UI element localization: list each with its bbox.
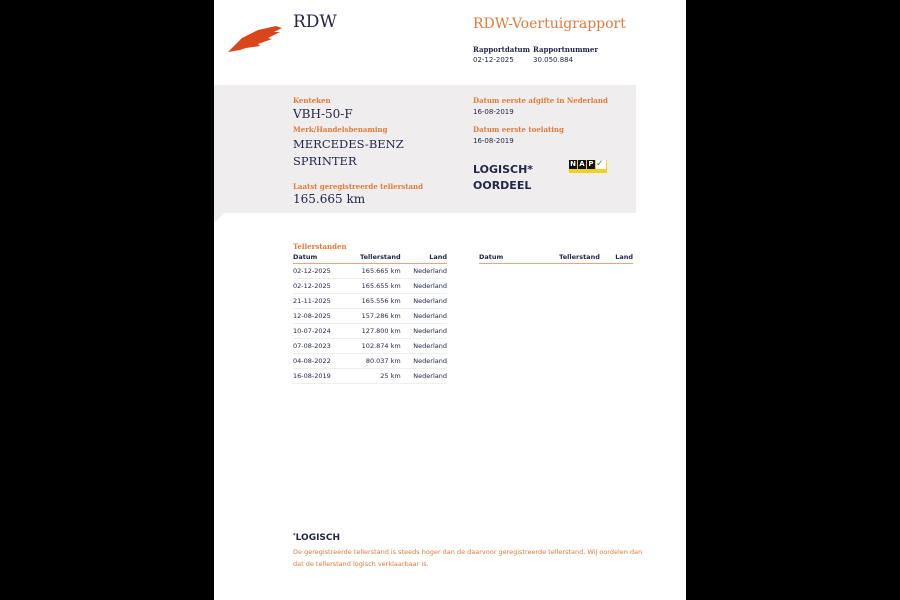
row-reading: 165.655 km	[345, 279, 401, 294]
table-row	[293, 279, 447, 294]
col-reading: Tellerstand	[345, 252, 401, 264]
table-row	[293, 294, 447, 309]
footnote-title-text: LOGISCH	[295, 533, 341, 543]
table-row	[293, 264, 447, 279]
first-nl: 16-08-2019	[473, 108, 514, 116]
row-country: Nederland	[401, 309, 447, 324]
row-date: 21-11-2025	[293, 294, 345, 309]
report-date: 02-12-2025	[473, 56, 514, 64]
make-label: Merk/Handelsbenaming	[293, 125, 388, 134]
row-country: Nederland	[401, 264, 447, 279]
row-date: 02-12-2025	[293, 264, 345, 279]
rdw-logo-icon	[228, 24, 284, 54]
nap-badge	[569, 160, 607, 173]
table-row	[293, 309, 447, 324]
table-row	[293, 324, 447, 339]
footnote-marker: *	[293, 533, 296, 539]
row-date: 12-08-2025	[293, 309, 345, 324]
first-nl-label: Datum eerste afgifte in Nederland	[473, 96, 608, 105]
footnote-title	[293, 533, 340, 543]
row-date: 02-12-2025	[293, 279, 345, 294]
odometer-table	[293, 252, 447, 384]
row-date: 04-08-2022	[293, 354, 345, 369]
table-row	[293, 354, 447, 369]
plate-label: Kenteken	[293, 96, 331, 105]
row-country: Nederland	[401, 279, 447, 294]
report-page	[214, 0, 686, 600]
make: MERCEDES-BENZ	[293, 137, 404, 151]
table-row	[293, 339, 447, 354]
col-country: Land	[401, 252, 447, 264]
report-number-label: Rapportnummer	[533, 45, 599, 54]
row-reading: 157.286 km	[345, 309, 401, 324]
nap-letter: A	[579, 160, 585, 168]
report-title: RDW-Voertuigrapport	[473, 16, 626, 32]
odometer-table-empty	[479, 252, 633, 264]
row-date: 16-08-2019	[293, 369, 345, 384]
nap-letter: P	[588, 160, 594, 168]
col-country: Land	[600, 252, 633, 264]
row-reading: 165.665 km	[345, 264, 401, 279]
row-reading: 165.556 km	[345, 294, 401, 309]
last-odometer: 165.665 km	[293, 192, 366, 206]
report-number: 30.050.884	[533, 56, 574, 64]
col-date: Datum	[293, 252, 345, 264]
verdict-line2: OORDEEL	[473, 179, 532, 192]
report-date-label: Rapportdatum	[473, 45, 531, 54]
row-reading: 80.037 km	[345, 354, 401, 369]
check-icon: ✓	[596, 160, 606, 169]
row-country: Nederland	[401, 294, 447, 309]
model: SPRINTER	[293, 154, 357, 168]
row-country: Nederland	[401, 369, 447, 384]
verdict-line1: LOGISCH*	[473, 163, 534, 176]
col-date: Datum	[479, 252, 524, 264]
nap-letter: N	[570, 160, 576, 168]
first-admission-label: Datum eerste toelating	[473, 125, 564, 134]
row-reading: 127.800 km	[345, 324, 401, 339]
footnote-text: De geregistreerde tellerstand is steeds hoger dan de daarvoor geregistreerde tellerstand. Wij oordelen dan dat de tellerstand logisch verklaarbaar is.	[293, 548, 643, 568]
row-country: Nederland	[401, 339, 447, 354]
row-country: Nederland	[401, 324, 447, 339]
brand-name: RDW	[293, 12, 337, 32]
odometer-label: Laatst geregistreerde tellerstand	[293, 182, 423, 191]
first-admission: 16-08-2019	[473, 137, 514, 145]
row-reading: 25 km	[345, 369, 401, 384]
row-date: 07-08-2023	[293, 339, 345, 354]
col-reading: Tellerstand	[524, 252, 600, 264]
panel-notch	[214, 213, 224, 223]
row-reading: 102.874 km	[345, 339, 401, 354]
row-date: 10-07-2024	[293, 324, 345, 339]
table-row	[293, 369, 447, 384]
odometer-title: Tellerstanden	[293, 242, 347, 251]
plate: VBH-50-F	[293, 107, 353, 121]
row-country: Nederland	[401, 354, 447, 369]
